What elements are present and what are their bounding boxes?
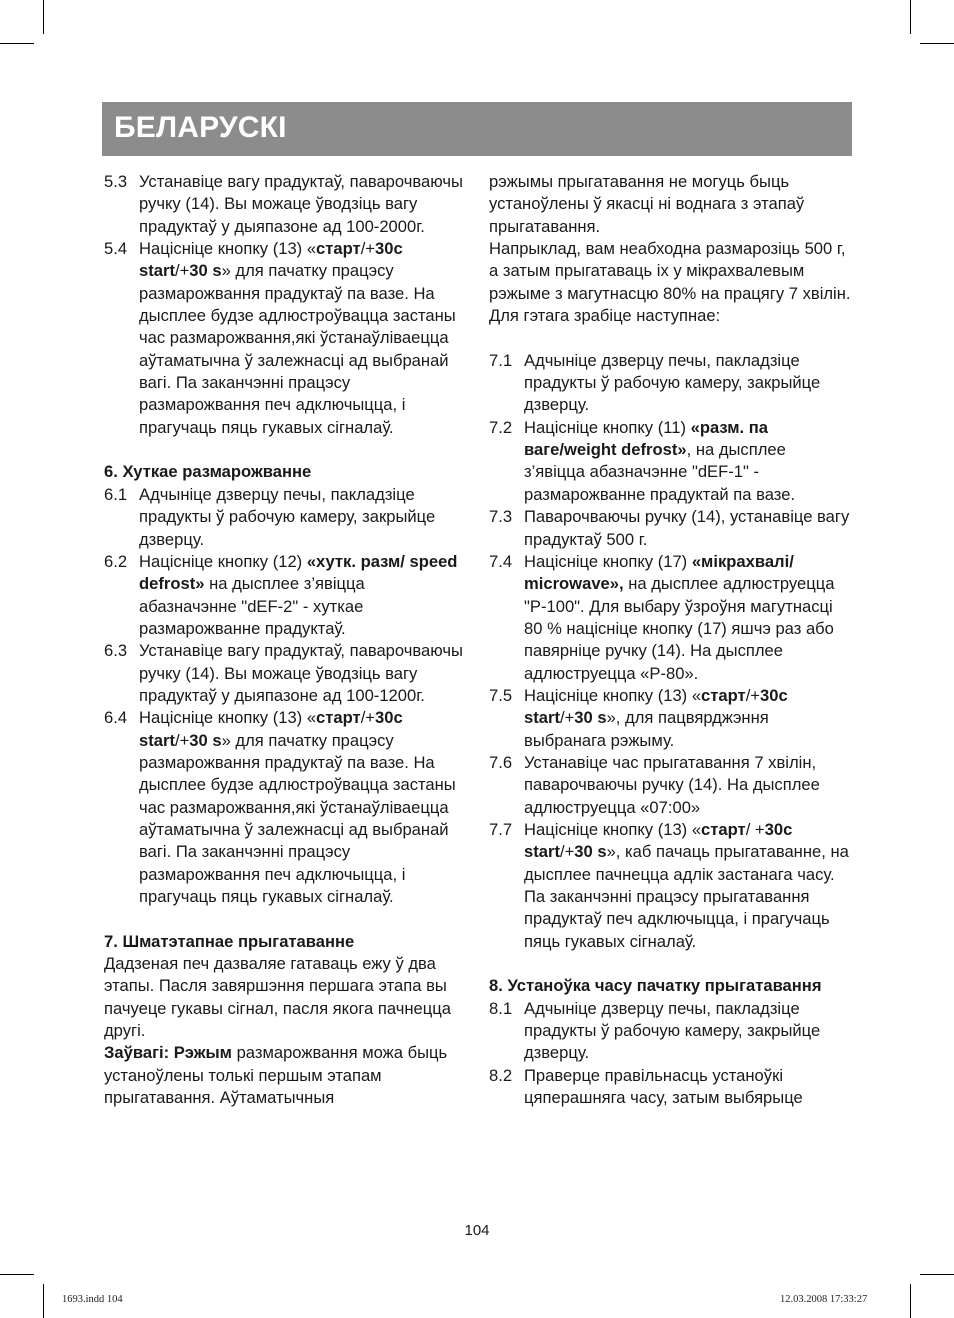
step-number: 6.2 (104, 551, 128, 571)
step-text: Націсніце кнопку (13) «старт/+30с start/+30 s», для пацвярджэння выбранага рэжыму. (524, 685, 788, 750)
note-paragraph: Заўвагі: Рэжым размарожвання можа быць устаноўлены толькі першым этапам прыгатавання. Аўтаматычныя (104, 1043, 448, 1108)
section-heading-6: 6. Хуткае размарожванне (104, 462, 312, 482)
step-number: 5.4 (104, 239, 128, 259)
left-column (104, 171, 466, 1109)
step-7-3 (489, 506, 851, 551)
step-number: 6.3 (104, 641, 128, 661)
step-text: Адчыніце дзверцу печы, пакладзіце прадукты ў рабочую камеру, закрыйце дзверцу. (524, 350, 821, 415)
step-text: Націсніце кнопку (13) «старт/+30с start/+30 s» для пачатку працэсу размарожвання прадуктаў па вазе. На дысплее будзе адлюстроўвацца застаны час размарожвання,які ўстанаўліваецца аўтаматычна ў залежнасці ад выбранай вагі. Па заканчэнні працэсу размарожвання печ адключыцца, і прагучаць пяць гукавых сігналаў. (139, 708, 456, 906)
step-number: 7.5 (489, 685, 513, 705)
crop-mark (0, 43, 34, 44)
step-5-3 (104, 171, 466, 238)
crop-mark (920, 1274, 954, 1275)
step-text: Націсніце кнопку (13) «старт/ +30с start/+30 s», каб пачаць прыгатаванне, на дысплее пачнецца адлік застанага часу. Па заканчэнні працэсу прыгатавання прадуктаў печ адключыцца, і прагучаць пяць гукавых сігналаў. (524, 819, 849, 951)
step-text: Устанавіце вагу прадуктаў, паварочваючы ручку (14). Вы можаце ўводзіць вагу прадуктаў у дыяпазоне ад 100-1200г. (139, 641, 463, 705)
step-number: 7.6 (489, 752, 513, 772)
page-number: 104 (464, 1222, 490, 1239)
section-header (102, 102, 852, 156)
step-number: 7.4 (489, 551, 513, 571)
right-column (489, 171, 851, 1109)
step-8-1 (489, 998, 851, 1065)
crop-mark (43, 0, 44, 34)
print-slug-file: 1693.indd 104 (62, 1294, 123, 1305)
step-text: Націсніце кнопку (11) «разм. па ваге/weight defrost», на дысплее з’явіцца абазначэнне "dEF-1" - размарожванне прадуктай па вазе. (524, 417, 796, 504)
step-number: 7.2 (489, 417, 513, 437)
crop-mark (920, 43, 954, 44)
step-text: Націсніце кнопку (13) «старт/+30с start/+30 s» для пачатку працэсу размарожвання прадуктаў па вазе. На дысплее будзе адлюстроўвацца застаны час размарожвання,які ўстанаўліваецца аўтаматычна ў залежнасці ад выбранай вагі. Па заканчэнні працэсу размарожвання печ адключыцца, і прагучаць пяць гукавых сігналаў. (139, 239, 456, 437)
step-6-4 (104, 707, 466, 908)
step-text: Устанавіце час прыгатавання 7 хвілін, паварочваючы ручку (14). На дысплее адлюструецца «07:00» (524, 752, 820, 817)
step-7-2 (489, 417, 851, 506)
step-number: 7.3 (489, 507, 513, 527)
crop-mark (43, 1284, 44, 1318)
step-text: Адчыніце дзверцу печы, пакладзіце прадукты ў рабочую камеру, закрыйце дзверцу. (139, 484, 436, 549)
crop-mark (0, 1274, 34, 1275)
step-text: Націсніце кнопку (12) «хутк. разм/ speed defrost» на дысплее з’явіцца абазначэнне "dEF-2" - хуткае размарожванне прадуктаў. (139, 551, 458, 638)
section-heading-8: 8. Устаноўка часу пачатку прыгатавання (489, 976, 822, 996)
step-number: 5.3 (104, 172, 128, 191)
page-title: БЕЛАРУСКІ (114, 111, 287, 144)
step-number: 7.1 (489, 350, 513, 370)
step-7-1 (489, 350, 851, 417)
step-7-6 (489, 752, 851, 819)
section-heading-7: 7. Шматэтапнае прыгатаванне (104, 931, 355, 951)
step-number: 6.4 (104, 708, 128, 728)
step-text: Паварочваючы ручку (14), устанавіце вагу прадуктаў 500 г. (524, 507, 850, 549)
step-number: 8.1 (489, 998, 513, 1018)
crop-mark (910, 1284, 911, 1318)
step-number: 7.7 (489, 819, 513, 839)
step-5-4 (104, 238, 466, 439)
step-8-2 (489, 1065, 851, 1110)
note-label: Заўвагі: Рэжым (104, 1043, 232, 1063)
step-6-1 (104, 484, 466, 551)
step-7-5 (489, 685, 851, 752)
step-7-7 (489, 819, 851, 953)
step-7-4 (489, 551, 851, 685)
paragraph: Напрыклад, вам неабходна размарозіць 500 г, а затым прыгатаваць іх у мікрахвалевым рэжыме з магутнасцю 80% на працягу 7 хвілін. Для гэтага зрабіце наступнае: (489, 239, 851, 326)
step-text: Адчыніце дзверцу печы, пакладзіце прадукты ў рабочую камеру, закрыйце дзверцу. (524, 998, 821, 1063)
crop-mark (910, 0, 911, 34)
step-6-2 (104, 551, 466, 640)
step-text: Націсніце кнопку (17) «мікрахвалі/ microwave», на дысплее адлюструецца "P-100". Для выбару ўзроўня магутнасці 80 % націсніце кнопку (17) яшчэ раз або павярніце ручку (14). На дысплее адлюструецца «P-80». (524, 551, 835, 683)
step-text: Праверце правільнасць устаноўкі цяперашняга часу, затым выбярыце (524, 1065, 803, 1108)
step-6-3 (104, 640, 466, 707)
print-slug-timestamp: 12.03.2008 17:33:27 (780, 1294, 868, 1305)
step-number: 8.2 (489, 1065, 513, 1085)
step-number: 6.1 (104, 484, 128, 504)
paragraph: Дадзеная печ дазваляе гатаваць ежу ў два этапы. Пасля завяршэння першага этапа вы пачуеце гукавы сігнал, пасля якога пачнецца другі. (104, 954, 451, 1041)
step-text: Устанавіце вагу прадуктаў, паварочваючы ручку (14). Вы можаце ўводзіць вагу прадуктаў у дыяпазоне ад 100-2000г. (139, 172, 463, 236)
paragraph: рэжымы прыгатавання не могуць быць устаноўлены ў якасці ні воднага з этапаў прыгатавання. (489, 172, 805, 236)
